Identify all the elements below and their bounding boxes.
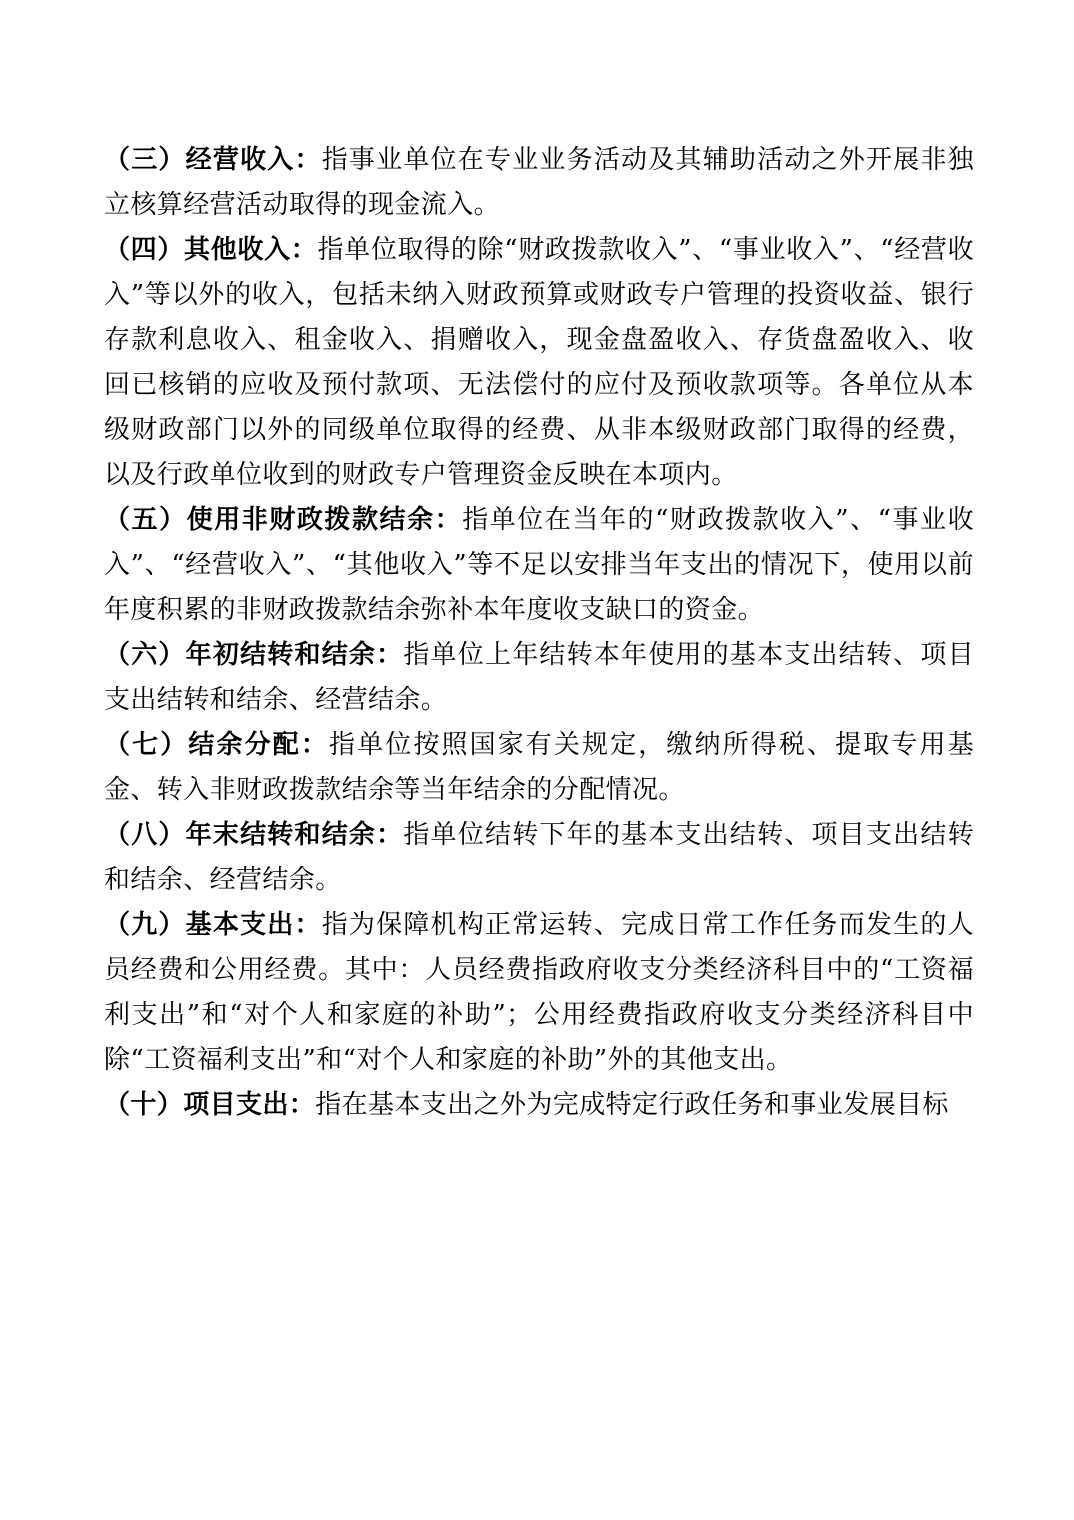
term-label: （九）基本支出：: [104, 910, 322, 940]
term-definition: 指为保障机构正常运转、完成日常工作任务而发生的人员经费和公用经费。其中：人员经费指政府收支分类经济科目中的“工资福利支出”和“对个人和家庭的补助”；公用经费指政府收支分类经济科目中除“工资福利支出”和“对个人和家庭的补助”外的其他支出。: [104, 910, 974, 1075]
term-label: （七）结余分配：: [104, 730, 329, 760]
term-definition: 指单位上年结转本年使用的基本支出结转、项目支出结转和结余、经营结余。: [104, 640, 974, 715]
term-label: （十）项目支出：: [104, 1090, 316, 1120]
term-label: （四）其他收入：: [104, 235, 318, 265]
paragraph-opening-carryover: [104, 633, 974, 723]
paragraph-project-expenditure: [104, 1083, 974, 1128]
paragraph-other-income: [104, 228, 974, 498]
paragraph-operating-income: [104, 138, 974, 228]
term-definition: 指在基本支出之外为完成特定行政任务和事业发展目标: [315, 1090, 949, 1120]
paragraph-surplus-distribution: [104, 723, 974, 813]
paragraph-basic-expenditure: [104, 903, 974, 1083]
paragraph-non-fiscal-surplus-use: [104, 498, 974, 633]
term-definition: 指单位取得的除“财政拨款收入”、“事业收入”、“经营收入”等以外的收入，包括未纳入财政预算或财政专户管理的投资收益、银行存款利息收入、租金收入、捐赠收入，现金盘盈收入、存货盘盈收入、收回已核销的应收及预付款项、无法偿付的应付及预收款项等。各单位从本级财政部门以外的同级单位取得的经费、从非本级财政部门取得的经费，以及行政单位收到的财政专户管理资金反映在本项内。: [104, 235, 975, 490]
term-definition: 指事业单位在专业业务活动及其辅助活动之外开展非独立核算经营活动取得的现金流入。: [104, 145, 974, 220]
term-label: （八）年末结转和结余：: [104, 820, 404, 850]
term-label: （三）经营收入：: [104, 145, 322, 175]
term-definition: 指单位在当年的“财政拨款收入”、“事业收入”、“经营收入”、“其他收入”等不足以安排当年支出的情况下，使用以前年度积累的非财政拨款结余弥补本年度收支缺口的资金。: [104, 505, 974, 625]
paragraph-closing-carryover: [104, 813, 974, 903]
term-definition: 指单位按照国家有关规定，缴纳所得税、提取专用基金、转入非财政拨款结余等当年结余的分配情况。: [104, 730, 975, 805]
term-label: （五）使用非财政拨款结余：: [104, 505, 463, 535]
term-label: （六）年初结转和结余：: [104, 640, 404, 670]
term-definition: 指单位结转下年的基本支出结转、项目支出结转和结余、经营结余。: [104, 820, 974, 895]
document-page: [104, 138, 974, 1128]
